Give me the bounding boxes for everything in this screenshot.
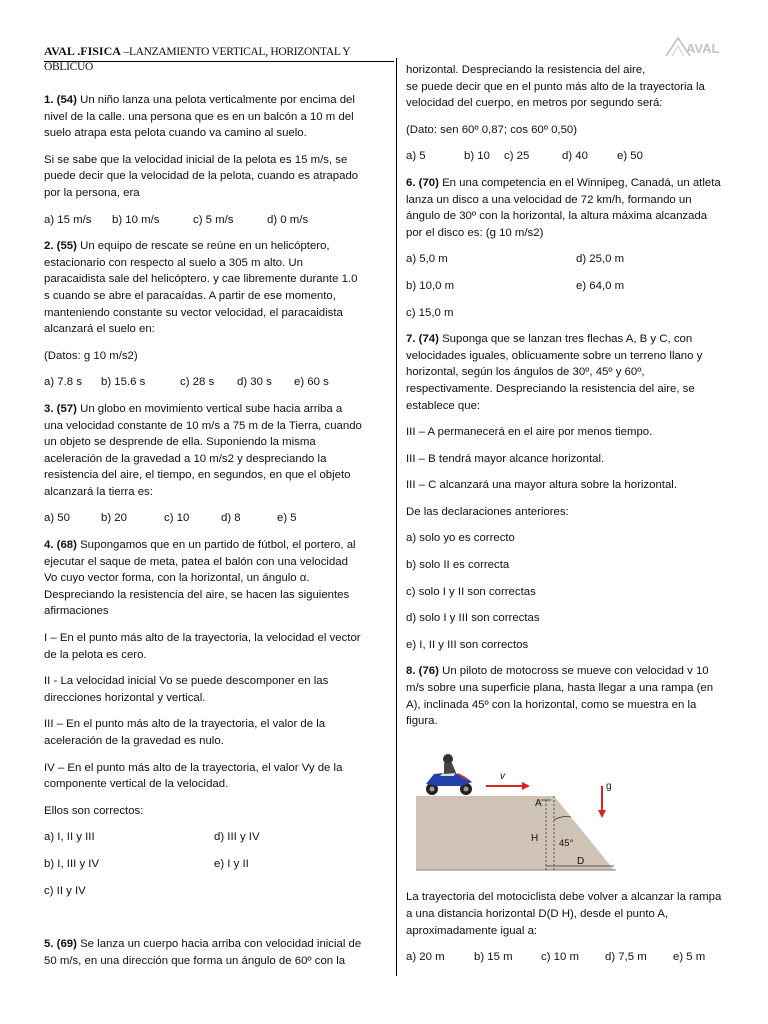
q7-option-a[interactable]: a) solo yo es correcto: [406, 532, 515, 545]
q8-options: [406, 949, 722, 966]
q4-option-c[interactable]: c) II y IV: [44, 884, 86, 897]
q2-number: 2. (55): [44, 240, 77, 253]
q5-cont-2: se puede decir que en el punto más alto de la trayectoria la velocidad del cuerpo, en metros por segundo será:: [406, 80, 705, 110]
q5-data: (Dato: sen 60º 0,87; cos 60º 0,50): [406, 123, 578, 136]
q3-option-b[interactable]: b) 20: [101, 512, 127, 525]
q4-text: 4. (68) Supongamos que en un partido de fútbol, el portero, al ejecutar el saque de meta, patea el balón con una velocidad Vo cuyo vector forma, con la horizontal, un ángulo α. Despreciando la resistencia del aire, se hacen las siguientes afirmaciones: [44, 539, 356, 618]
q1-text2: Si se sabe que la velocidad inicial de la pelota es 15 m/s, se puede decir que la velocidad de la pelota, cuando es atrapado por la persona, era: [44, 153, 359, 199]
q2-options: [44, 374, 364, 391]
label-H: H: [531, 832, 539, 844]
q6-options: [406, 251, 722, 268]
q2-data: (Datos: g 10 m/s2): [44, 349, 138, 362]
column-divider: [396, 58, 397, 976]
label-g: g: [606, 780, 612, 792]
q3-option-c[interactable]: c) 10: [164, 512, 190, 525]
q4-option-d[interactable]: d) III y IV: [214, 831, 260, 844]
q6-option-b[interactable]: b) 10,0 m: [406, 279, 455, 292]
q6-option-a[interactable]: a) 5,0 m: [406, 253, 448, 266]
q5-start: [44, 936, 364, 979]
q5-options: [406, 148, 722, 165]
q6-option-d[interactable]: d) 25,0 m: [576, 253, 625, 266]
header-rule: [44, 61, 394, 62]
q8-ramp-figure: [414, 746, 619, 874]
header-title: –LANZAMIENTO VERTICAL, HORIZONTAL Y OBLICUO: [44, 46, 350, 73]
aval-logo: [664, 34, 726, 60]
q4-options-row2: [44, 856, 364, 873]
q5-option-b[interactable]: b) 10: [464, 150, 490, 163]
q6-option-e[interactable]: e) 64,0 m: [576, 279, 625, 292]
q5-option-a[interactable]: a) 5: [406, 150, 426, 163]
q4-statement-3: III – En el punto más alto de la trayectoria, el valor de la aceleración de la gravedad es nulo.: [44, 718, 326, 747]
q1-number: 1. (54): [44, 94, 77, 106]
q1-option-a[interactable]: a) 15 m/s: [44, 213, 92, 226]
q4-number: 4. (68): [44, 539, 77, 552]
left-column: [44, 92, 364, 909]
q3-option-e[interactable]: e) 5: [277, 512, 297, 525]
label-A: A: [535, 797, 542, 809]
label-v: v: [500, 770, 505, 782]
q5-option-e[interactable]: e) 50: [617, 150, 643, 163]
q2-option-a[interactable]: a) 7.8 s: [44, 376, 82, 389]
motorcycle-icon: [426, 754, 472, 795]
q5-option-d[interactable]: d) 40: [562, 150, 588, 163]
q4-statement-4: IV – En el punto más alto de la trayectoria, el valor Vy de la componente vertical de la velocidad.: [44, 761, 343, 791]
q6-option-c[interactable]: c) 15,0 m: [406, 306, 454, 319]
q3-options: [44, 510, 364, 527]
q8-option-c[interactable]: c) 10 m: [541, 951, 579, 964]
q4-lead: Ellos son correctos:: [44, 804, 144, 817]
q7-option-d[interactable]: d) solo I y III son correctas: [406, 612, 540, 625]
q5-text: 5. (69) Se lanza un cuerpo hacia arriba con velocidad inicial de 50 m/s, en una dirección que forma un ángulo de 60º con la: [44, 938, 362, 967]
q7-option-c[interactable]: c) solo I y II son correctas: [406, 585, 536, 598]
q4-statement-2: II - La velocidad inicial Vo se puede descomponer en las direcciones horizontal y vertical.: [44, 675, 329, 704]
q7-statement-3: III – C alcanzará una mayor altura sobre la horizontal.: [406, 479, 677, 492]
q1-options: [44, 212, 364, 229]
q4-options: [44, 829, 364, 846]
q2-text: 2. (55) Un equipo de rescate se reúne en un helicóptero, estacionario con respecto al suelo a 305 m alto. Un paracaidista sale del helicóptero. y cae libremente durante 1.0 s cuando se abre el paracaídas. A partir de ese momento, manteniendo constante su vector velocidad, el paracaidista alcanzará el suelo en:: [44, 240, 358, 336]
q7-statement-1: III – A permanecerá en el aire por menos tiempo.: [406, 426, 653, 439]
q5-cont-1: horizontal. Despreciando la resistencia del aire,: [406, 64, 646, 76]
q8-number: 8. (76): [406, 665, 439, 678]
header-prefix: AVAL .FISICA: [44, 44, 121, 58]
q8-text2: La trayectoria del motociclista debe volver a alcanzar la rampa a una distancia horizontal D(D H), desde el punto A, aproximadamente igual a:: [406, 891, 722, 937]
q8-option-e[interactable]: e) 5 m: [673, 951, 706, 964]
q3-option-d[interactable]: d) 8: [221, 512, 241, 525]
q6-number: 6. (70): [406, 176, 439, 189]
q6-text: 6. (70) En una competencia en el Winnipeg, Canadá, un atleta lanza un disco a una velocidad de 72 km/h, formando un ángulo de 30º con la horizontal, la altura máxima alcanzada por el disco es: (g 10 m/s2): [406, 176, 721, 239]
q8-option-a[interactable]: a) 20 m: [406, 951, 445, 964]
q8-text: 8. (76) Un piloto de motocross se mueve con velocidad v 10 m/s sobre una superficie plana, hasta llegar a una rampa (en A), inclinada 45º con la horizontal, como se muestra en la figura.: [406, 665, 714, 728]
label-angle: 45°: [559, 837, 574, 849]
q1-option-c[interactable]: c) 5 m/s: [193, 213, 234, 226]
q7-statement-2: III – B tendrá mayor alcance horizontal.: [406, 452, 605, 465]
page-header: [44, 44, 394, 73]
q6-options-row2: [406, 278, 722, 295]
label-D: D: [577, 855, 585, 867]
q1-text: 1. (54) Un niño lanza una pelota verticalmente por encima del nivel de la calle. una persona que es en un balcón a 10 m del suelo atrapa esta pelota cuando va camino al suelo.: [44, 94, 355, 140]
q7-number: 7. (74): [406, 333, 439, 346]
q8-option-b[interactable]: b) 15 m: [474, 951, 513, 964]
q7-option-e[interactable]: e) I, II y III son correctos: [406, 638, 529, 651]
q7-option-b[interactable]: b) solo II es correcta: [406, 559, 510, 572]
q1-option-d[interactable]: d) 0 m/s: [267, 213, 309, 226]
q5-option-c[interactable]: c) 25: [504, 150, 530, 163]
right-column: [406, 62, 722, 976]
q2-option-e[interactable]: e) 60 s: [294, 376, 329, 389]
q4-option-e[interactable]: e) I y II: [214, 857, 249, 870]
q5-number: 5. (69): [44, 938, 77, 950]
q3-option-a[interactable]: a) 50: [44, 512, 70, 525]
q2-option-c[interactable]: c) 28 s: [180, 376, 215, 389]
q4-statement-1: I – En el punto más alto de la trayectoria, la velocidad el vector de la pelota es cero.: [44, 632, 361, 661]
q2-option-b[interactable]: b) 15.6 s: [101, 376, 146, 389]
q8-option-d[interactable]: d) 7,5 m: [605, 951, 647, 964]
q4-option-b[interactable]: b) I, III y IV: [44, 857, 100, 870]
q3-text: 3. (57) Un globo en movimiento vertical sube hacia arriba a una velocidad constante de 10 m/s a 75 m de la Tierra, cuando un objeto se desprende de ella. Suponiendo la misma aceleración de la gravedad a 10 m/s2 y despreciando la resistencia del aire, el tiempo, en segundos, en que el objeto alcanzará la tierra es:: [44, 402, 362, 498]
q4-option-a[interactable]: a) I, II y III: [44, 831, 95, 844]
q2-option-d[interactable]: d) 30 s: [237, 376, 272, 389]
q7-text: 7. (74) Suponga que se lanzan tres flechas A, B y C, con velocidades iguales, oblicuamente sobre un terreno llano y horizontal, según los ángulos de 30º, 45º y 60º, respectivamente. Despreciando la resistencia del aire, se establece que:: [406, 333, 703, 412]
q3-number: 3. (57): [44, 402, 77, 415]
q1-option-b[interactable]: b) 10 m/s: [112, 213, 160, 226]
logo-text: AVAL: [686, 41, 720, 56]
q7-lead: De las declaraciones anteriores:: [406, 505, 569, 518]
